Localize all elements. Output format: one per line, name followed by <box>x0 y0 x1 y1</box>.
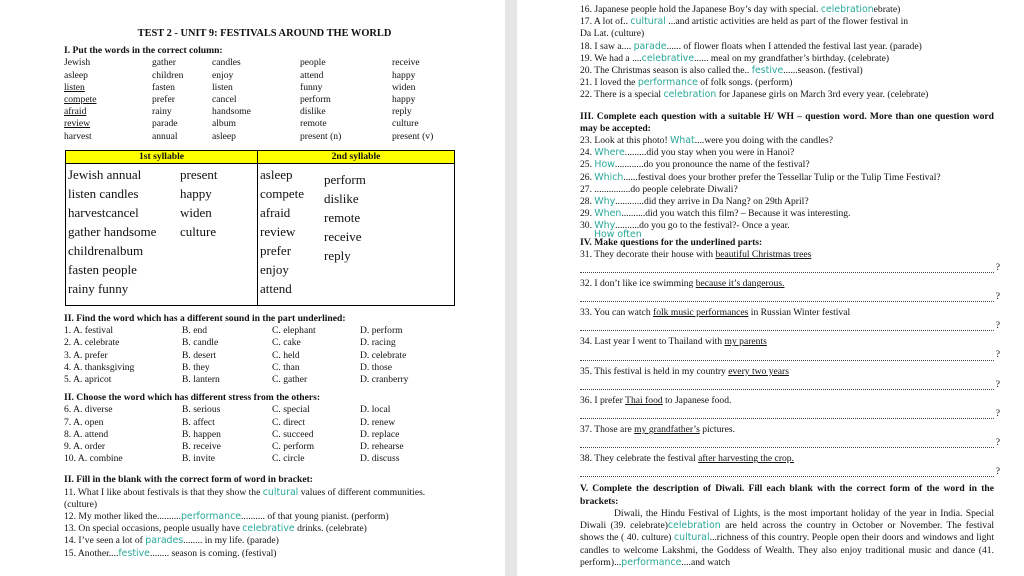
left-page <box>0 0 505 576</box>
word-cell: enjoy <box>212 69 234 81</box>
answer-option: D. rehearse <box>360 441 404 453</box>
line-text: 19. We had a .... <box>580 52 642 64</box>
word-cell: parade <box>152 118 178 130</box>
word-cell: afraid <box>64 106 87 118</box>
underlined-part: my grandfather’s <box>634 424 700 436</box>
word-cell: people <box>300 57 326 69</box>
question-mark: ? <box>995 407 1000 419</box>
right-page <box>517 0 1024 576</box>
answer-option: C. elephant <box>272 325 316 337</box>
line-text: ..........do you go to the festival?- Once a year. <box>615 220 790 232</box>
fill-line <box>580 135 994 147</box>
answer-option: 9. A. order <box>64 441 106 453</box>
handwritten-answer: festive <box>751 65 784 77</box>
handwritten-answer: celebration <box>667 520 721 532</box>
word-cell: receive <box>392 57 420 69</box>
handwritten-answer: Why <box>594 196 616 208</box>
word-row <box>64 118 465 130</box>
fill-line <box>580 41 994 53</box>
word-cell: widen <box>392 81 416 93</box>
fill-line <box>580 4 994 16</box>
question-row <box>64 350 465 362</box>
handwritten-answer: celebrative <box>641 52 695 64</box>
word-cell: rainy <box>152 106 172 118</box>
syllable-word: afraid <box>260 205 291 221</box>
question-prompt <box>580 366 994 378</box>
question-row <box>64 404 465 416</box>
question-row <box>64 417 465 429</box>
handwritten-answer: performance <box>621 556 682 568</box>
syllable-word: happy <box>180 186 212 202</box>
line-text: 26. <box>580 171 595 183</box>
answer-line <box>580 319 1000 332</box>
answer-option: C. perform <box>272 441 315 453</box>
syllable-word: compete <box>260 186 305 202</box>
paragraph-text: Diwali, the Hindu Festival of Lights, is the most important holiday of the year in India. Special Diwali (39. celebrate) <box>580 507 994 532</box>
syllable-table <box>65 150 455 306</box>
word-cell: asleep <box>64 69 88 81</box>
answer-option: D. cranberry <box>360 374 409 386</box>
fill-line <box>580 208 994 220</box>
line-text: pictures. <box>699 424 735 436</box>
fill-line <box>580 220 994 232</box>
word-cell: happy <box>392 94 416 106</box>
handwritten-answer: What <box>670 135 695 147</box>
answer-option: 2. A. celebrate <box>64 337 120 349</box>
line-text: of folk songs. (perform) <box>697 77 793 89</box>
answer-option: C. special <box>272 404 310 416</box>
question-row <box>64 453 465 465</box>
handwritten-answer: cultural <box>630 16 666 28</box>
answer-option: B. candle <box>182 337 219 349</box>
line-text: 14. I’ve seen a lot of <box>64 535 146 547</box>
fill-line <box>64 535 465 547</box>
answer-line <box>580 465 1000 478</box>
question-row <box>64 337 465 349</box>
answer-option: D. discuss <box>360 453 400 465</box>
word-cell: prefer <box>152 94 175 106</box>
line-text: ............did they arrive in Da Nang? on 29th April? <box>615 196 809 208</box>
stress-questions <box>64 404 465 465</box>
section-4-heading-right: IV. Make questions for the underlined parts: <box>580 236 763 248</box>
line-text: 22. There is a special <box>580 89 664 101</box>
line-text: 35. This festival is held in my country <box>580 365 729 377</box>
line-text: ...and artistic activities are held as part of the flower festival in <box>665 16 909 28</box>
syllable-1-words-b <box>180 165 218 298</box>
answer-option: 1. A. festival <box>64 325 114 337</box>
question-mark: ? <box>995 320 1000 332</box>
answer-option: D. celebrate <box>360 349 407 361</box>
line-text: ...... meal on my grandfather’s birthday. (celebrate) <box>694 52 890 64</box>
syllable-word: Jewish annual <box>68 167 142 183</box>
question-mark: ? <box>995 437 1000 449</box>
syllable-word: receive <box>324 229 362 245</box>
line-text: 16. Japanese people hold the Japanese Boy’s day with special. <box>580 4 821 15</box>
line-text: 20. The Christmas season is also called the.. <box>580 65 752 77</box>
line-text: 28. <box>580 196 595 208</box>
answer-option: D. racing <box>360 337 396 349</box>
handwritten-answer: parades <box>145 535 184 547</box>
answer-option: B. invite <box>182 453 216 465</box>
question-prompt <box>580 336 994 348</box>
paragraph-text: ...richness of this country. People open their doors and windows and light candles to welcome Lakshmi, the Goddess of Wealth. They also enjoy traditional music and dance (41. perform)... <box>580 532 994 568</box>
word-cell: compete <box>64 94 97 106</box>
answer-line <box>580 261 1000 273</box>
syllable-2-words-a <box>260 165 324 298</box>
line-text: (culture) <box>64 498 98 510</box>
answer-option: C. cake <box>272 337 301 349</box>
line-text: 15. Another.... <box>64 547 119 559</box>
answer-option: C. direct <box>272 416 306 428</box>
word-cell: dislike <box>300 106 326 118</box>
fill-line <box>580 172 994 184</box>
word-cell: perform <box>300 94 331 106</box>
line-text: ......festival does your brother prefer the Tessellar Tulip or the Tulip Time Festival? <box>623 171 941 183</box>
question-row <box>64 441 465 453</box>
handwritten-answer: celebration <box>820 4 874 15</box>
fill-line <box>64 511 465 523</box>
section-1-heading: I. Put the words in the correct column: <box>64 45 223 57</box>
word-cell: culture <box>392 118 419 130</box>
answer-option: 8. A. attend <box>64 428 109 440</box>
syllable-word: reply <box>324 248 351 264</box>
handwritten-answer: celebrative <box>242 523 295 535</box>
line-text: drinks. (celebrate) <box>294 523 367 535</box>
handwritten-answer: How <box>594 159 615 171</box>
fill-line <box>64 523 465 535</box>
line-text: ebrate) <box>873 4 901 15</box>
question-mark: ? <box>995 261 1000 273</box>
word-row <box>64 57 465 69</box>
syllable-word: culture <box>180 224 217 240</box>
answer-option: B. desert <box>182 349 217 361</box>
line-text: ...............do people celebrate Diwali? <box>594 183 738 195</box>
line-text: .......... of that young pianist. (perform) <box>241 511 389 523</box>
question-row <box>64 374 465 386</box>
answer-option: C. succeed <box>272 428 314 440</box>
fill-line <box>64 487 465 499</box>
answer-option: B. happen <box>182 428 221 440</box>
answer-option: 3. A. prefer <box>64 349 108 361</box>
word-cell: listen <box>64 81 85 93</box>
syllable-word: listen candles <box>68 186 139 202</box>
fill-line <box>64 548 465 560</box>
syllable-word: fasten people <box>68 262 137 278</box>
syllable-word: review <box>260 224 296 240</box>
syllable-word: harvestcancel <box>68 205 139 221</box>
word-cell: cancel <box>212 94 237 106</box>
word-cell: attend <box>300 69 324 81</box>
section-3-heading-right: III. Complete each question with a suitable H/ WH – question word. More than one question word may be accepted: <box>580 110 994 134</box>
fill-line <box>580 28 994 40</box>
line-text: ...... of flower floats when I attended the festival last year. (parade) <box>666 40 922 52</box>
fill-line <box>580 16 994 28</box>
line-text: 29. <box>580 208 595 220</box>
syllable-word: prefer <box>260 243 292 259</box>
page-title: TEST 2 - UNIT 9: FESTIVALS AROUND THE WORLD <box>137 28 392 39</box>
word-row <box>64 82 465 94</box>
word-cell: reply <box>392 106 412 118</box>
answer-option: D. those <box>360 361 392 373</box>
make-questions <box>580 248 1000 478</box>
line-text: for Japanese girls on March 3rd every year. (celebrate) <box>716 89 929 101</box>
line-text: 38. They celebrate the festival <box>580 453 699 465</box>
question-mark: ? <box>995 349 1000 361</box>
wh-questions <box>580 135 994 233</box>
section-5-heading: V. Complete the description of Diwali. Fill each blank with the correct form of the word in the brackets: <box>580 483 994 507</box>
fill-line <box>64 499 465 511</box>
paragraph-text: ....and watch <box>681 556 731 568</box>
answer-option: 5. A. apricot <box>64 374 112 386</box>
fill-line <box>580 65 994 77</box>
question-mark: ? <box>995 378 1000 390</box>
line-text: 27. <box>580 183 595 195</box>
syllable-1-header: 1st syllable <box>66 150 258 163</box>
question-row <box>64 325 465 337</box>
word-cell: handsome <box>212 106 251 118</box>
line-text: 34. Last year I went to Thailand with <box>580 336 725 348</box>
syllable-2-header: 2nd syllable <box>258 150 455 163</box>
underlined-part: every two years <box>728 365 789 377</box>
line-text: 17. A lot of.. <box>580 16 631 28</box>
syllable-word: attend <box>260 281 292 297</box>
handwritten-answer: cultural <box>262 486 299 498</box>
word-cell: asleep <box>212 130 236 142</box>
answer-option: D. replace <box>360 428 400 440</box>
handwritten-answer: parade <box>633 40 667 52</box>
word-cell: harvest <box>64 130 92 142</box>
question-row <box>64 362 465 374</box>
syllable-word: enjoy <box>260 262 289 278</box>
word-cell: remote <box>300 118 327 130</box>
answer-option: 10. A. combine <box>64 453 123 465</box>
answer-option: D. renew <box>360 416 396 428</box>
line-text: .........did you stay when you were in Hanoi? <box>624 147 795 159</box>
answer-line <box>580 436 1000 449</box>
answer-line <box>580 378 1000 390</box>
word-cell: fasten <box>152 81 175 93</box>
syllable-word: present <box>180 167 218 183</box>
syllable-2-words-b <box>324 165 366 298</box>
question-prompt <box>580 278 994 290</box>
line-text: ....were you doing with the candles? <box>694 135 833 147</box>
word-cell: children <box>152 69 184 81</box>
line-text: 12. My mother liked the.......... <box>64 511 181 523</box>
answer-option: C. gather <box>272 374 308 386</box>
handwritten-answer: cultural <box>674 532 710 544</box>
line-text: 31. They decorate their house with <box>580 248 716 260</box>
syllable-word: asleep <box>260 167 293 183</box>
question-mark: ? <box>995 466 1000 478</box>
question-row <box>64 429 465 441</box>
handwritten-answer: celebration <box>663 89 717 101</box>
answer-option: 4. A. thanksgiving <box>64 361 135 373</box>
line-text: 25. <box>580 159 595 171</box>
word-cell: funny <box>300 81 323 93</box>
answer-line <box>580 407 1000 419</box>
line-text: 18. I saw a.... <box>580 40 634 52</box>
line-text: 30. <box>580 220 595 232</box>
question-prompt <box>580 249 994 261</box>
underlined-part: beautiful Christmas trees <box>715 248 812 260</box>
word-row <box>64 106 465 118</box>
word-list <box>64 57 465 142</box>
line-text: 24. <box>580 147 595 159</box>
line-text: 37. Those are <box>580 424 635 436</box>
line-text: 32. I don’t like ice swimming <box>580 278 696 290</box>
answer-option: B. receive <box>182 441 221 453</box>
answer-line <box>580 349 1000 361</box>
fill-line <box>580 53 994 65</box>
answer-option: B. affect <box>182 416 215 428</box>
line-text: 11. What I like about festivals is that they show the <box>64 486 263 498</box>
word-cell: present (n) <box>300 130 342 142</box>
line-text: to Japanese food. <box>662 394 732 406</box>
question-prompt <box>580 307 994 319</box>
line-text: ......season. (festival) <box>783 65 863 77</box>
line-text: ............do you pronounce the name of the festival? <box>614 159 810 171</box>
question-mark: ? <box>995 291 1000 303</box>
fill-line <box>580 196 994 208</box>
word-row <box>64 70 465 82</box>
syllable-word: childrenalbum <box>68 243 144 259</box>
sound-questions <box>64 325 465 386</box>
answer-option: B. lantern <box>182 374 220 386</box>
question-prompt <box>580 395 994 407</box>
syllable-word: gather handsome <box>68 224 157 240</box>
answer-line <box>580 290 1000 303</box>
diwali-paragraph <box>580 508 994 569</box>
word-form-continued <box>580 4 994 102</box>
word-cell: present (v) <box>392 130 434 142</box>
word-cell: album <box>212 118 236 130</box>
answer-how-often: How often <box>594 228 642 240</box>
answer-option: C. circle <box>272 453 305 465</box>
syllable-word: dislike <box>324 191 359 207</box>
fill-line <box>580 184 994 196</box>
syllable-word: rainy funny <box>68 281 129 297</box>
word-cell: gather <box>152 57 176 69</box>
line-text: 23. Look at this photo! <box>580 135 671 147</box>
line-text: values of different communities. <box>298 486 426 498</box>
handwritten-answer: When <box>594 208 622 220</box>
section-3-heading: II. Choose the word which has different stress from the others: <box>64 392 321 404</box>
fill-line <box>580 89 994 101</box>
line-text: Da Lat. (culture) <box>580 28 645 40</box>
section-4-heading: II. Fill in the blank with the correct form of word in bracket: <box>64 474 313 486</box>
word-row <box>64 131 465 143</box>
word-cell: listen <box>212 81 233 93</box>
handwritten-answer: performance <box>637 77 698 89</box>
handwritten-answer: performance <box>180 511 242 523</box>
answer-option: B. they <box>182 361 210 373</box>
answer-option: 7. A. open <box>64 416 104 428</box>
word-cell: candles <box>212 57 241 69</box>
answer-option: D. local <box>360 404 391 416</box>
line-text: 13. On special occasions, people usually have <box>64 523 243 535</box>
fill-line <box>580 159 994 171</box>
question-prompt <box>580 453 994 465</box>
section-2-heading: II. Find the word which has a different sound in the part underlined: <box>64 313 346 325</box>
underlined-part: because it’s dangerous. <box>695 278 785 290</box>
answer-option: B. end <box>182 325 208 337</box>
word-row <box>64 94 465 106</box>
underlined-part: folk music performances <box>653 307 749 319</box>
line-text: 36. I prefer <box>580 394 626 406</box>
word-cell: review <box>64 118 91 130</box>
underlined-part: after harvesting the crop. <box>698 453 795 465</box>
answer-option: C. than <box>272 361 300 373</box>
answer-option: 6. A. diverse <box>64 404 113 416</box>
underlined-part: my parents <box>724 336 767 348</box>
line-text: 33. You can watch <box>580 307 654 319</box>
word-cell: annual <box>152 130 178 142</box>
answer-option: B. serious <box>182 404 221 416</box>
word-cell: Jewish <box>64 57 91 69</box>
word-cell: happy <box>392 69 416 81</box>
syllable-word: perform <box>324 172 366 188</box>
answer-option: C. held <box>272 349 300 361</box>
question-prompt <box>580 424 994 436</box>
handwritten-answer: Where <box>594 147 625 159</box>
line-text: in Russian Winter festival <box>748 307 851 319</box>
word-form-questions <box>64 487 465 560</box>
line-text: ........ season is coming. (festival) <box>149 547 277 559</box>
answer-option: D. perform <box>360 325 403 337</box>
syllable-word: widen <box>180 205 212 221</box>
line-text: 21. I loved the <box>580 77 638 89</box>
line-text: ........ in my life. (parade) <box>183 535 279 547</box>
handwritten-answer: Which <box>594 171 624 183</box>
line-text: ..........did you watch this film? – Because it was interesting. <box>621 208 851 220</box>
paragraph-text: are held across the country in October or November. The festival shows the ( 40. culture) <box>580 520 994 544</box>
syllable-1-words-a <box>68 165 180 298</box>
handwritten-answer: festive <box>118 547 150 559</box>
fill-line <box>580 77 994 89</box>
underlined-part: Thai food <box>625 394 663 406</box>
fill-line <box>580 147 994 159</box>
syllable-word: remote <box>324 210 361 226</box>
handwritten-answer: Why <box>594 220 616 232</box>
